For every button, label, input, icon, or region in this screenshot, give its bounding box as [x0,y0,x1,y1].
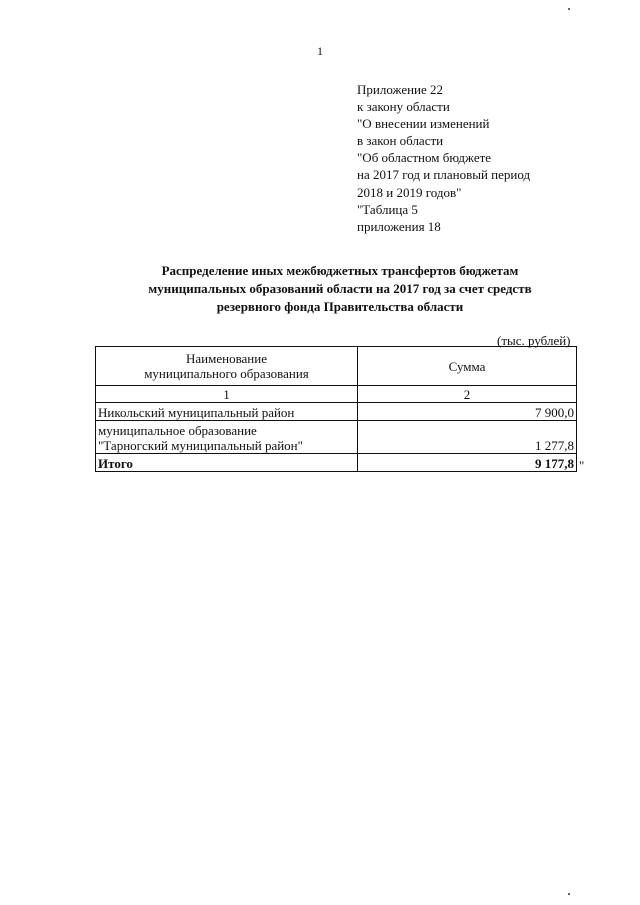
closing-quote-mark: " [579,458,585,473]
document-title [0,262,640,316]
page-number: 1 [317,44,323,58]
header-name-line: муниципального образования [144,366,309,381]
table-row [96,403,577,421]
appendix-line: приложения 18 [357,218,441,234]
total-amount-cell: 9 177,8 [358,454,577,472]
municipality-name-line: муниципальное образование [98,423,257,438]
amount-cell: 7 900,0 [358,403,577,421]
title-line: резервного фонда Правительства области [216,299,464,314]
transfers-table [95,346,577,472]
title-line: Распределение иных межбюджетных трансфертов бюджетам [161,263,519,278]
amount-cell: 1 277,8 [358,421,577,454]
header-sum-cell: Сумма [358,347,577,386]
table-header-row [96,347,577,386]
total-row [96,454,577,472]
appendix-line: к закону области [357,99,450,115]
appendix-line: "О внесении изменений [357,116,490,132]
scan-artifact [568,8,570,10]
table-row [96,421,577,454]
appendix-line: в закон области [357,133,444,149]
municipality-name-line: "Тарногский муниципальный район" [98,438,303,453]
appendix-line: "Таблица 5 [357,201,418,217]
column-number-cell: 1 [96,386,358,403]
header-name-line: Наименование [186,351,267,366]
appendix-line: 2018 и 2019 годов" [357,184,462,200]
scan-artifact [568,893,570,895]
appendix-line: "Об областном бюджете [357,150,492,166]
appendix-line: Приложение 22 [357,82,444,97]
header-name-cell [96,347,358,386]
municipality-name-cell [96,403,358,421]
municipality-name-cell [96,421,358,454]
column-number-row [96,386,577,403]
municipality-name-line: Никольский муниципальный район [98,405,295,420]
column-number-cell: 2 [358,386,577,403]
units-note: (тыс. рублей) [497,333,571,348]
appendix-line: на 2017 год и плановый период [357,167,531,183]
title-line: муниципальных образований области на 2017 год за счет средств [148,281,532,296]
appendix-reference [357,81,530,235]
total-label-cell: Итого [96,454,358,472]
